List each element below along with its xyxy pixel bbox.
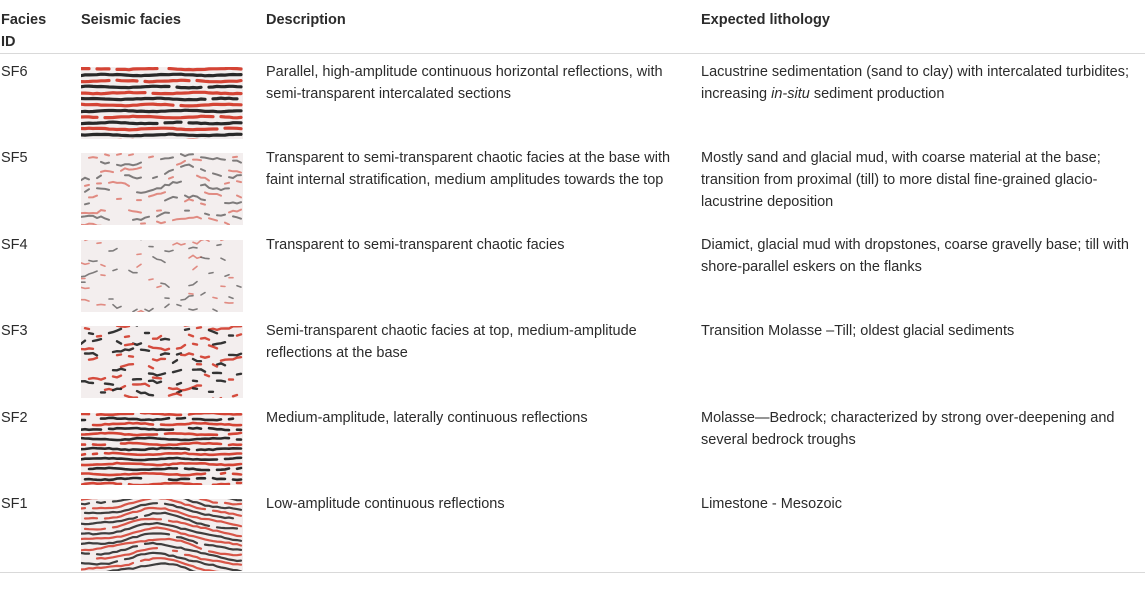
header-seismic-facies: Seismic facies xyxy=(81,0,266,54)
seismic-thumbnail-sf6 xyxy=(81,67,243,139)
lithology-cell xyxy=(701,54,1145,141)
seismic-thumbnail-sf5 xyxy=(81,153,243,225)
table-row xyxy=(0,486,1145,573)
facies-id-cell: SF1 xyxy=(0,486,81,573)
table-row xyxy=(0,227,1145,314)
facies-id-cell: SF3 xyxy=(1,323,28,339)
seismic-image-cell xyxy=(81,140,266,227)
description-cell: Transparent to semi-transparent chaotic facies at the base with faint internal stratification, medium amplitudes towards the top xyxy=(266,150,671,188)
seismic-image-cell xyxy=(81,313,266,400)
table-header xyxy=(0,0,1145,54)
facies-id-cell: SF5 xyxy=(1,150,28,166)
description-cell: Semi-transparent chaotic facies at top, medium-amplitude reflections at the base xyxy=(266,323,637,361)
lithology-cell: Mostly sand and glacial mud, with coarse material at the base; transition from proximal (till) to more distal fine-grained glacio-lacustrine deposition xyxy=(701,150,1101,210)
lithology-cell: Molasse—Bedrock; characterized by strong over-deepening and several bedrock troughs xyxy=(701,409,1115,448)
table-row xyxy=(0,140,1145,227)
seismic-thumbnail-sf1 xyxy=(81,499,243,571)
lithology-text: Lacustrine sedimentation (sand to clay) with intercalated turbidites; increasing xyxy=(701,64,1129,102)
header-expected-lithology: Expected lithology xyxy=(701,0,1145,54)
description-cell: Parallel, high-amplitude continuous horizontal reflections, with semi-transparent intercalated sections xyxy=(266,64,663,102)
table-row xyxy=(0,313,1145,400)
seismic-image-cell xyxy=(81,400,266,487)
seismic-image-cell xyxy=(81,227,266,314)
description-cell: Transparent to semi-transparent chaotic facies xyxy=(266,236,565,253)
lithology-italic-text: in-situ xyxy=(771,86,810,102)
facies-id-cell: SF6 xyxy=(1,64,28,80)
seismic-thumbnail-sf4 xyxy=(81,240,243,312)
table-row xyxy=(0,54,1145,141)
facies-id-cell: SF2 xyxy=(1,409,28,426)
table-body xyxy=(0,54,1145,573)
description-cell: Low-amplitude continuous reflections xyxy=(266,486,701,573)
header-facies-id: Facies ID xyxy=(0,0,81,54)
seismic-thumbnail-sf2 xyxy=(81,413,243,485)
seismic-thumbnail-sf3 xyxy=(81,326,243,398)
table-row xyxy=(0,400,1145,487)
facies-id-cell: SF4 xyxy=(1,236,28,253)
lithology-cell: Diamict, glacial mud with dropstones, coarse gravelly base; till with shore-parallel eskers on the flanks xyxy=(701,236,1129,275)
seismic-image-cell xyxy=(81,486,266,573)
seismic-image-cell xyxy=(81,54,266,141)
lithology-cell: Transition Molasse –Till; oldest glacial sediments xyxy=(701,323,1015,339)
header-description: Description xyxy=(266,0,701,54)
lithology-cell: Limestone - Mesozoic xyxy=(701,486,1145,573)
lithology-text-end: sediment production xyxy=(809,86,945,102)
description-cell: Medium-amplitude, laterally continuous reflections xyxy=(266,409,588,426)
